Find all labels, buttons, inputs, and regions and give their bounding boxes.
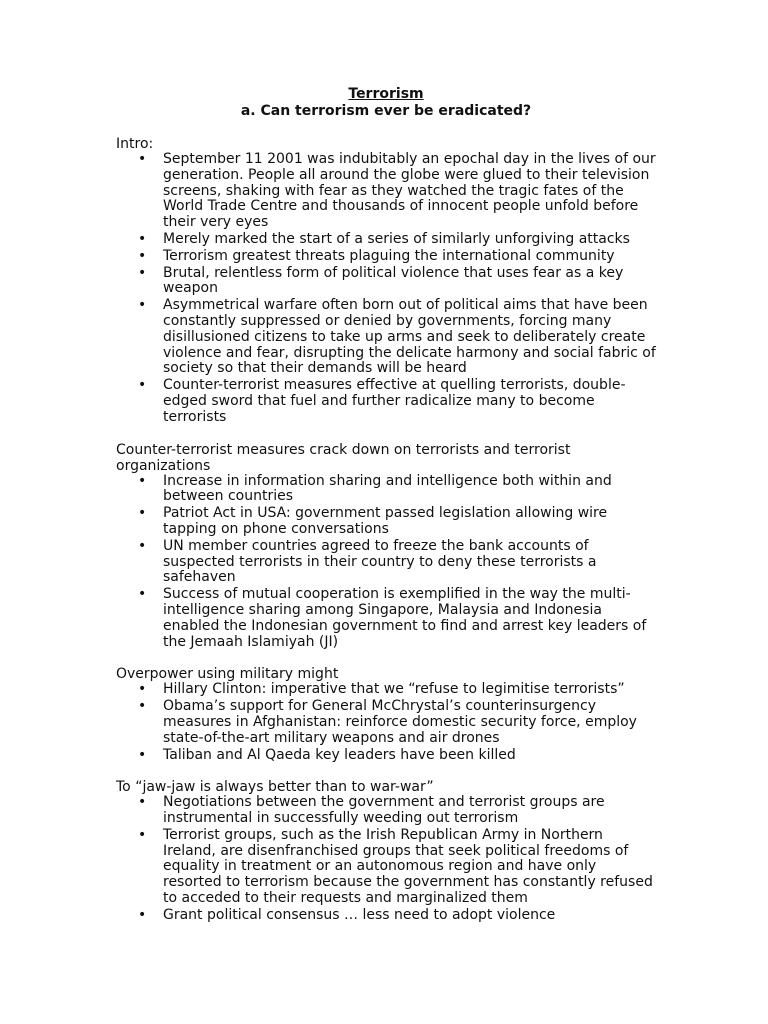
list-item: • Counter-terrorist measures effective at quelling terrorists, double-edged sword that fuel and further radicalize many to become terrorists <box>116 378 656 425</box>
section-counter-terrorist-measures <box>116 442 656 651</box>
section-intro <box>116 136 656 426</box>
bullet-list <box>116 152 656 426</box>
document-page <box>116 86 656 940</box>
list-item: • Patriot Act in USA: government passed legislation allowing wire tapping on phone conversations <box>116 506 656 538</box>
document-subtitle: a. Can terrorism ever be eradicated? <box>240 103 532 119</box>
list-item: • Success of mutual cooperation is exemplified in the way the multi-intelligence sharing among Singapore, Malaysia and Indonesia enabled the Indonesian government to find and arrest key leaders of the Jemaah Islamiyah (JI) <box>116 587 656 650</box>
bullet-list <box>116 682 656 763</box>
list-item: • Hillary Clinton: imperative that we “refuse to legimitise terrorists” <box>116 682 656 698</box>
section-heading: Intro: <box>116 136 154 152</box>
section-heading: Counter-terrorist measures crack down on terrorists and terrorist organizations <box>116 441 571 474</box>
section-jaw-jaw <box>116 779 656 923</box>
section-heading: To “jaw-jaw is always better than to war-war” <box>116 779 434 796</box>
list-item: • Merely marked the start of a series of similarly unforgiving attacks <box>116 232 656 248</box>
document-title: Terrorism <box>348 86 424 102</box>
list-item: • Increase in information sharing and intelligence both within and between countries <box>116 474 656 506</box>
list-item: • Taliban and Al Qaeda key leaders have been killed <box>116 748 656 764</box>
list-item: • Terrorism greatest threats plaguing the international community <box>116 249 656 265</box>
list-item: • Asymmetrical warfare often born out of political aims that have been constantly suppressed or denied by governments, forcing many disillusioned citizens to take up arms and seek to deliberately create violence and fear, disrupting the delicate harmony and social fabric of society so that their demands will be heard <box>116 298 656 377</box>
list-item: • Grant political consensus … less need to adopt violence <box>116 908 656 924</box>
list-item: • UN member countries agreed to freeze the bank accounts of suspected terrorists in their country to deny these terrorists a safehaven <box>116 539 656 586</box>
list-item: • Negotiations between the government and terrorist groups are instrumental in successfully weeding out terrorism <box>116 795 656 827</box>
bullet-list <box>116 474 656 651</box>
list-item: • September 11 2001 was indubitably an epochal day in the lives of our generation. People all around the globe were glued to their television screens, shaking with fear as they watched the tragic fates of the World Trade Centre and thousands of innocent people unfold before their very eyes <box>116 152 656 231</box>
bullet-list <box>116 795 656 923</box>
section-military-might <box>116 666 656 763</box>
list-item: • Terrorist groups, such as the Irish Republican Army in Northern Ireland, are disenfranchised groups that seek political freedoms of equality in treatment or an autonomous region and have only resorted to terrorism because the government has constantly refused to acceded to their requests and marginalized them <box>116 828 656 907</box>
section-heading: Overpower using military might <box>116 666 339 683</box>
list-item: • Brutal, relentless form of political violence that uses fear as a key weapon <box>116 266 656 298</box>
list-item: • Obama’s support for General McChrystal’s counterinsurgency measures in Afghanistan: reinforce domestic security force, employ state-of-the-art military weapons and air drones <box>116 699 656 746</box>
